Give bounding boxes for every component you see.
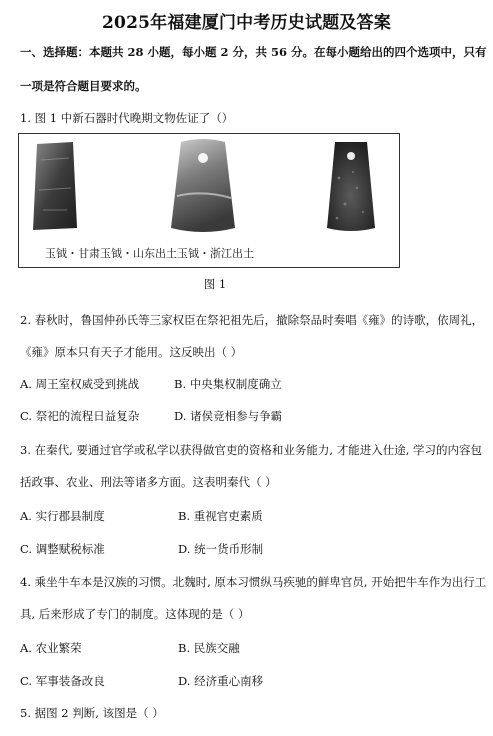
figure-1	[18, 133, 400, 268]
question-4-option-a[interactable]: A. 农业繁荣	[20, 641, 82, 655]
question-3-option-c[interactable]: C. 调整赋税标准	[20, 542, 105, 556]
question-2-option-c[interactable]: C. 祭祀的流程日益复杂	[20, 409, 140, 423]
question-3-option-b[interactable]: B. 重视官吏素质	[178, 509, 263, 523]
jade-yue-gansu-image	[31, 140, 79, 232]
question-4-option-b[interactable]: B. 民族交融	[178, 641, 240, 655]
section-instruction-line-2: 一项是符合题目要求的。	[20, 79, 147, 93]
figure-1-label: 图 1	[203, 277, 227, 291]
question-2-option-a[interactable]: A. 周王室权威受到挑战	[20, 377, 140, 391]
question-4-option-c[interactable]: C. 军事装备改良	[20, 674, 105, 688]
section-instruction-line-1: 一、选择题：本题共 28 小题，每小题 2 分，共 56 分。在每小题给出的四个选项中，只有	[20, 45, 487, 59]
question-4-option-d[interactable]: D. 经济重心南移	[178, 674, 264, 688]
question-4-stem-line-2: 具, 后来形成了专门的制度。这体现的是（ ）	[20, 607, 250, 621]
question-3-option-a[interactable]: A. 实行郡县制度	[20, 509, 105, 523]
page-title: 2025年福建厦门中考历史试题及答案	[102, 13, 391, 33]
question-2-stem-line-1: 2. 春秋时，鲁国仲孙氏等三家权臣在祭祀祖先后，撤除祭品时奏唱《雍》的诗歌，依周礼，	[20, 313, 484, 327]
figure-1-caption: 玉钺・甘肃玉钺・山东出土玉钺・浙江出土	[45, 247, 254, 260]
jade-yue-shandong-image	[167, 136, 239, 236]
question-1-stem: 1. 图 1 中新石器时代晚期文物佐证了（）	[20, 111, 234, 125]
question-2-option-d[interactable]: D. 诸侯竞相参与争霸	[174, 409, 283, 423]
question-2-option-b[interactable]: B. 中央集权制度确立	[174, 377, 282, 391]
jade-yue-zhejiang-image	[325, 138, 377, 234]
question-2-stem-line-2: 《雍》原本只有天子才能用。这反映出（ ）	[20, 345, 243, 359]
question-5-stem: 5. 据图 2 判断, 该图是（ ）	[20, 706, 164, 720]
question-3-option-d[interactable]: D. 统一货币形制	[178, 542, 264, 556]
question-3-stem-line-1: 3. 在秦代, 要通过官学或私学以获得做官吏的资格和业务能力, 才能进入仕途, 学习的内容包	[20, 443, 483, 457]
question-4-stem-line-1: 4. 乘坐牛车本是汉族的习惯。北魏时, 原本习惯纵马疾驰的鲜卑官员, 开始把牛车作为出行工	[20, 575, 487, 589]
question-3-stem-line-2: 括政事、农业、刑法等诸多方面。这表明秦代（ ）	[20, 475, 277, 489]
